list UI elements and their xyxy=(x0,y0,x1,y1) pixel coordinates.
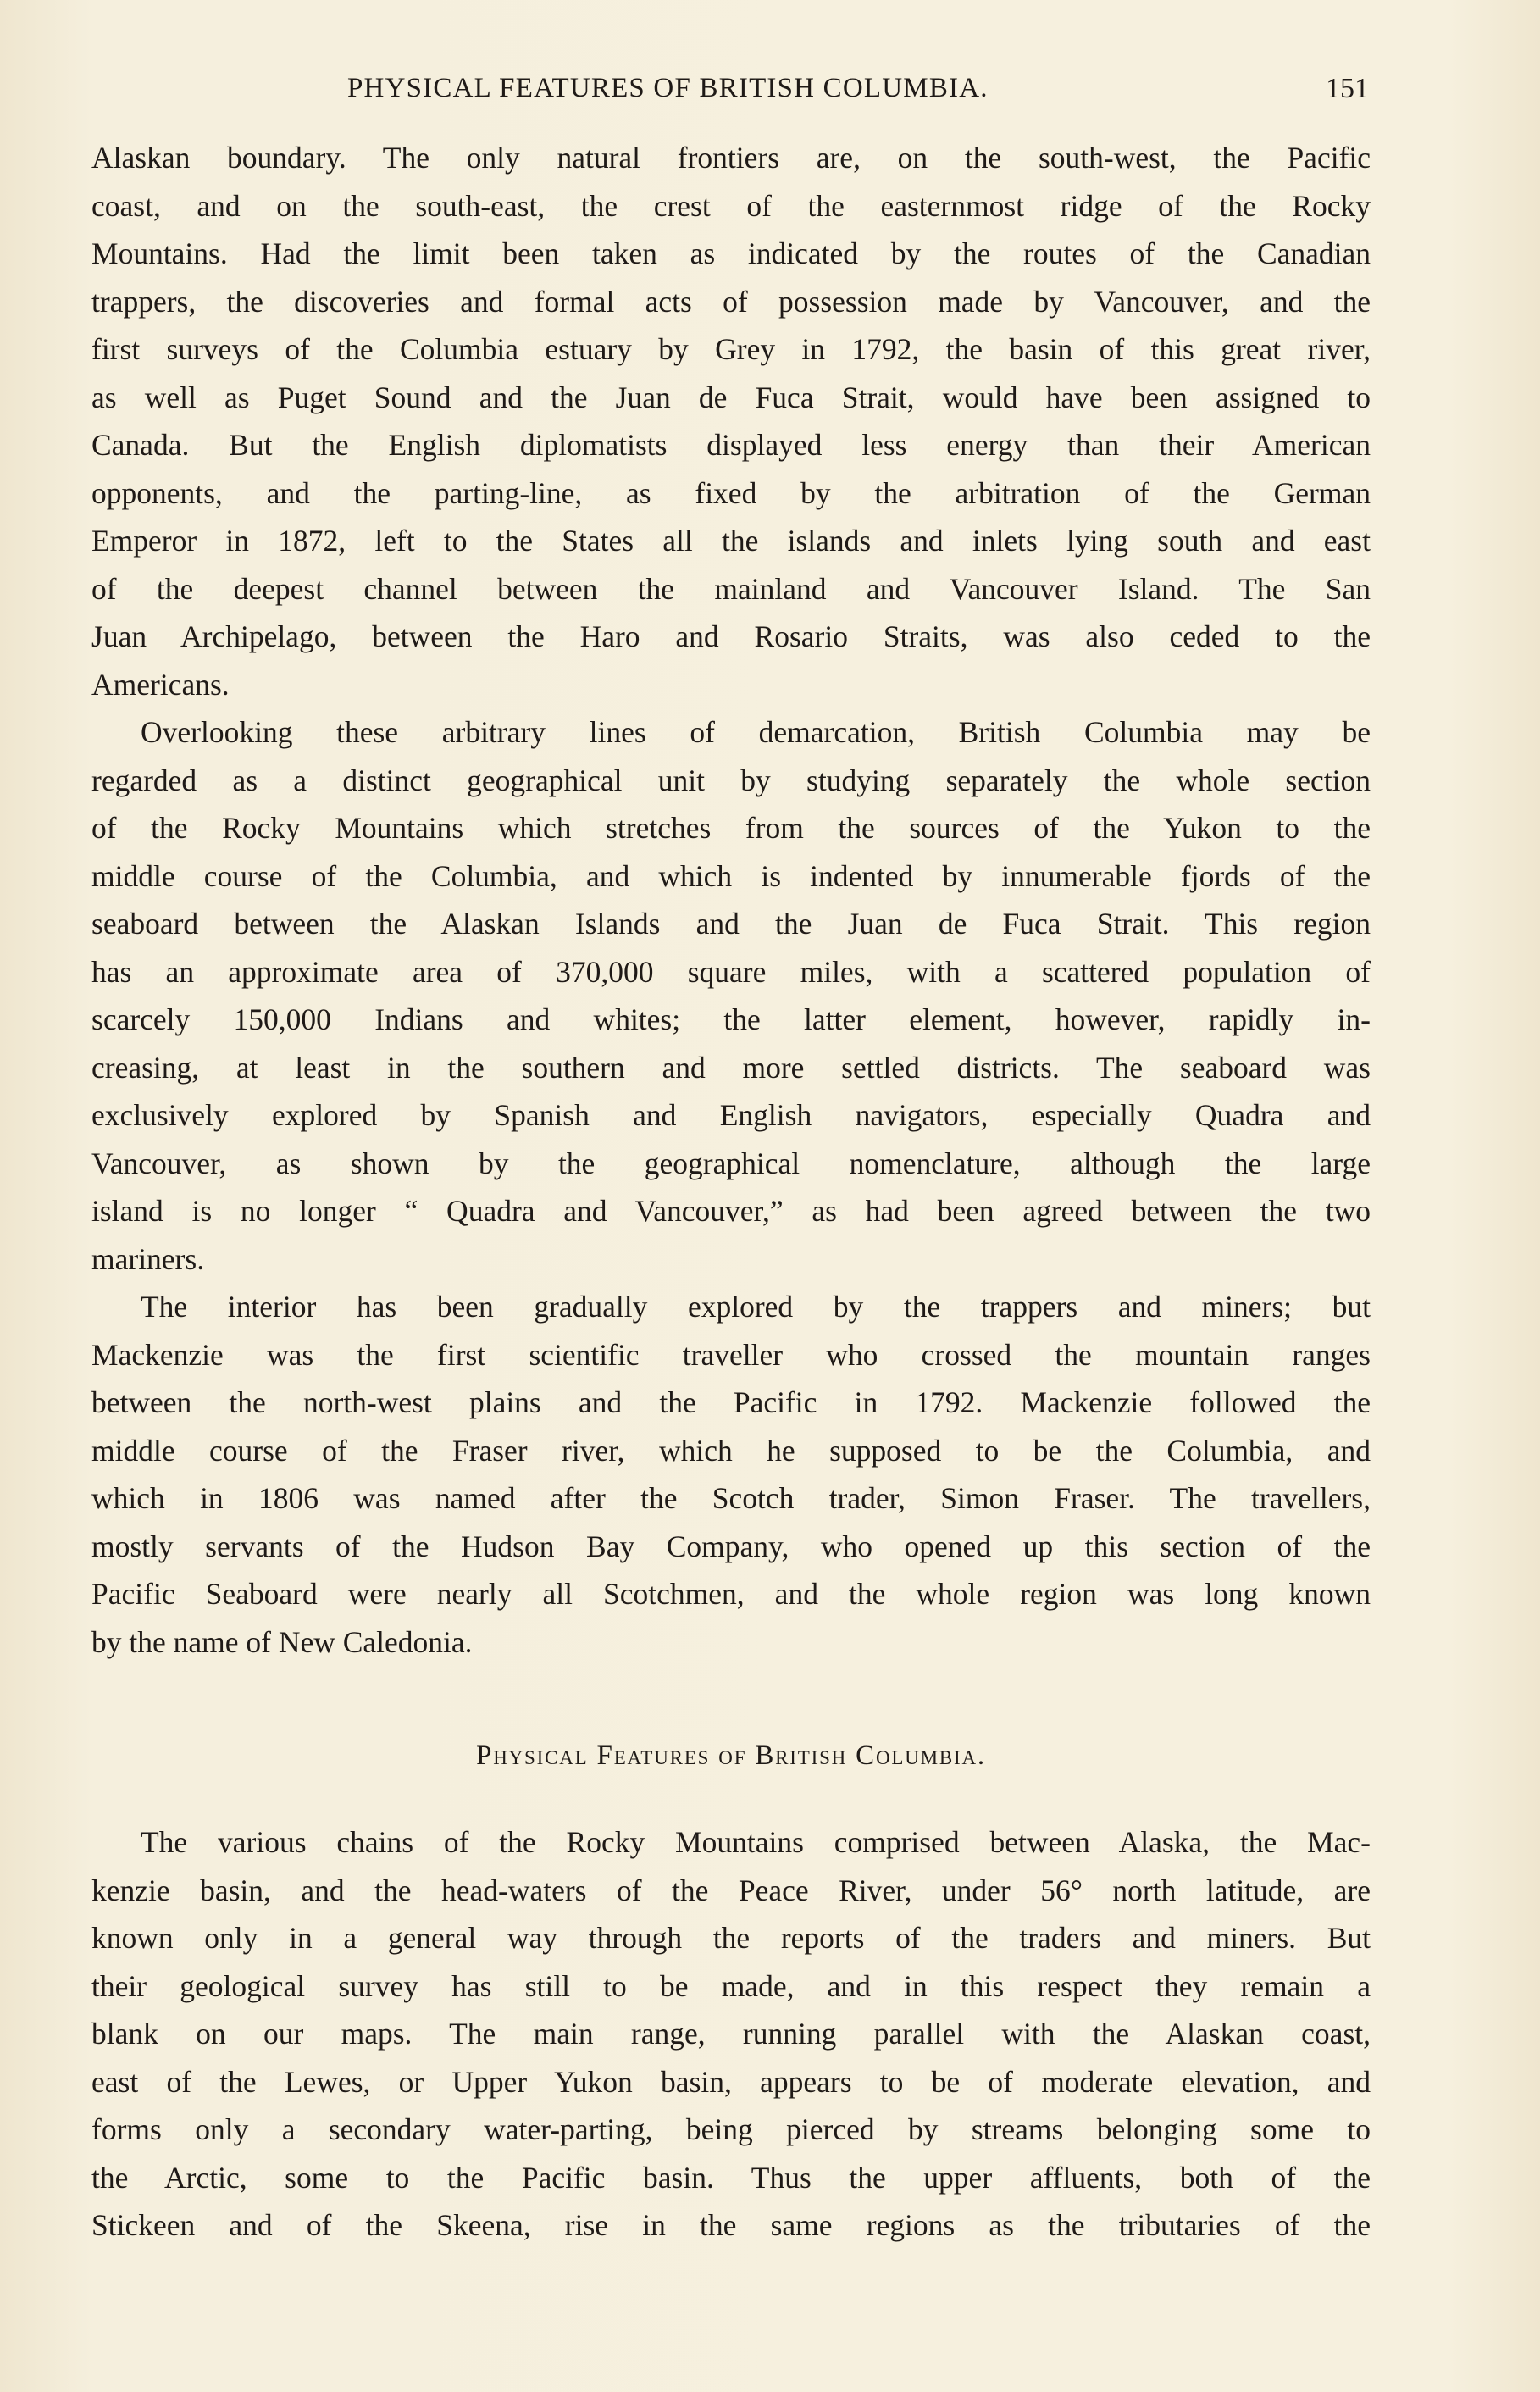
text-line: has an approximate area of 370,000 square miles, with a scattered population of xyxy=(91,954,1371,989)
text-line: mostly servants of the Hudson Bay Company, who opened up this section of the xyxy=(91,1529,1371,1563)
text-line: by the name of New Caledonia. xyxy=(91,1624,473,1659)
running-title: PHYSICAL FEATURES OF BRITISH COLUMBIA. xyxy=(347,73,989,103)
text-line: blank on our maps. The main range, running parallel with the Alaskan coast, xyxy=(91,2017,1371,2051)
text-line: Emperor in 1872, left to the States all the islands and inlets lying south and east xyxy=(91,524,1371,558)
text-line: Canada. But the English diplomatists displayed less energy than their American xyxy=(91,428,1371,462)
text-line: mariners. xyxy=(91,1241,205,1276)
running-head xyxy=(91,66,1372,117)
text-line: Juan Archipelago, between the Haro and Rosario Straits, was also ceded to the xyxy=(91,619,1371,653)
text-line: exclusively explored by Spanish and English navigators, especially Quadra and xyxy=(91,1098,1371,1132)
text-line: of the deepest channel between the mainland and Vancouver Island. The San xyxy=(91,571,1371,606)
text-line: between the north-west plains and the Pacific in 1792. Mackenzie followed the xyxy=(91,1385,1371,1419)
text-line: Mountains. Had the limit been taken as indicated by the routes of the Canadian xyxy=(91,236,1371,270)
text-line: regarded as a distinct geographical unit by studying separately the whole section xyxy=(91,763,1371,797)
section-heading-text: Physical Features of British Columbia. xyxy=(476,1740,986,1771)
text-line: Americans. xyxy=(91,667,230,702)
text-line: of the Rocky Mountains which stretches from the sources of the Yukon to the xyxy=(91,811,1371,845)
text-line: seaboard between the Alaskan Islands and the Juan de Fuca Strait. This region xyxy=(91,907,1371,941)
text-line: opponents, and the parting-line, as fixed by the arbitration of the German xyxy=(91,475,1371,510)
text-line: Stickeen and of the Skeena, rise in the same regions as the tributaries of the xyxy=(91,2208,1371,2242)
text-line: known only in a general way through the reports of the traders and miners. But xyxy=(91,1921,1371,1955)
text-line: kenzie basin, and the head-waters of the Peace River, under 56° north latitude, are xyxy=(91,1873,1371,1907)
paragraph-1 xyxy=(91,134,1371,708)
text-line: trappers, the discoveries and formal acts of possession made by Vancouver, and the xyxy=(91,284,1371,319)
text-line: Mackenzie was the first scientific traveller who crossed the mountain ranges xyxy=(91,1337,1371,1372)
paragraph-4 xyxy=(91,1818,1371,2250)
page-number: 151 xyxy=(1326,73,1369,104)
text-line: island is no longer “ Quadra and Vancouver,” as had been agreed between the two xyxy=(91,1194,1371,1228)
section-heading xyxy=(91,1666,1371,1818)
text-line: Overlooking these arbitrary lines of demarcation, British Columbia may be xyxy=(141,715,1371,749)
text-line: east of the Lewes, or Upper Yukon basin, appears to be of moderate elevation, and xyxy=(91,2064,1371,2099)
text-line: as well as Puget Sound and the Juan de Fuca Strait, would have been assigned to xyxy=(91,380,1371,414)
text-line: the Arctic, some to the Pacific basin. Thus the upper affluents, both of the xyxy=(91,2160,1371,2195)
body-text xyxy=(91,134,1371,2250)
text-line: forms only a secondary water-parting, being pierced by streams belonging some to xyxy=(91,2112,1371,2146)
text-line: first surveys of the Columbia estuary by Grey in 1792, the basin of this great river, xyxy=(91,332,1371,366)
text-line: The interior has been gradually explored by the trappers and miners; but xyxy=(141,1290,1371,1324)
paragraph-3 xyxy=(91,1283,1371,1666)
text-line: middle course of the Fraser river, which he supposed to be the Columbia, and xyxy=(91,1433,1371,1468)
text-line: their geological survey has still to be made, and in this respect they remain a xyxy=(91,1968,1371,2003)
text-line: scarcely 150,000 Indians and whites; the latter element, however, rapidly in- xyxy=(91,1002,1371,1036)
text-line: Pacific Seaboard were nearly all Scotchmen, and the whole region was long known xyxy=(91,1577,1371,1611)
text-line: The various chains of the Rocky Mountains comprised between Alaska, the Mac- xyxy=(141,1825,1371,1859)
text-line: Alaskan boundary. The only natural frontiers are, on the south-west, the Pacific xyxy=(91,141,1371,175)
text-line: Vancouver, as shown by the geographical nomenclature, although the large xyxy=(91,1146,1371,1180)
text-line: coast, and on the south-east, the crest of the easternmost ridge of the Rocky xyxy=(91,188,1371,223)
text-line: middle course of the Columbia, and which is indented by innumerable fjords of the xyxy=(91,858,1371,893)
paragraph-2 xyxy=(91,708,1371,1283)
text-line: creasing, at least in the southern and more settled districts. The seaboard was xyxy=(91,1050,1371,1085)
text-line: which in 1806 was named after the Scotch trader, Simon Fraser. The travellers, xyxy=(91,1481,1371,1515)
